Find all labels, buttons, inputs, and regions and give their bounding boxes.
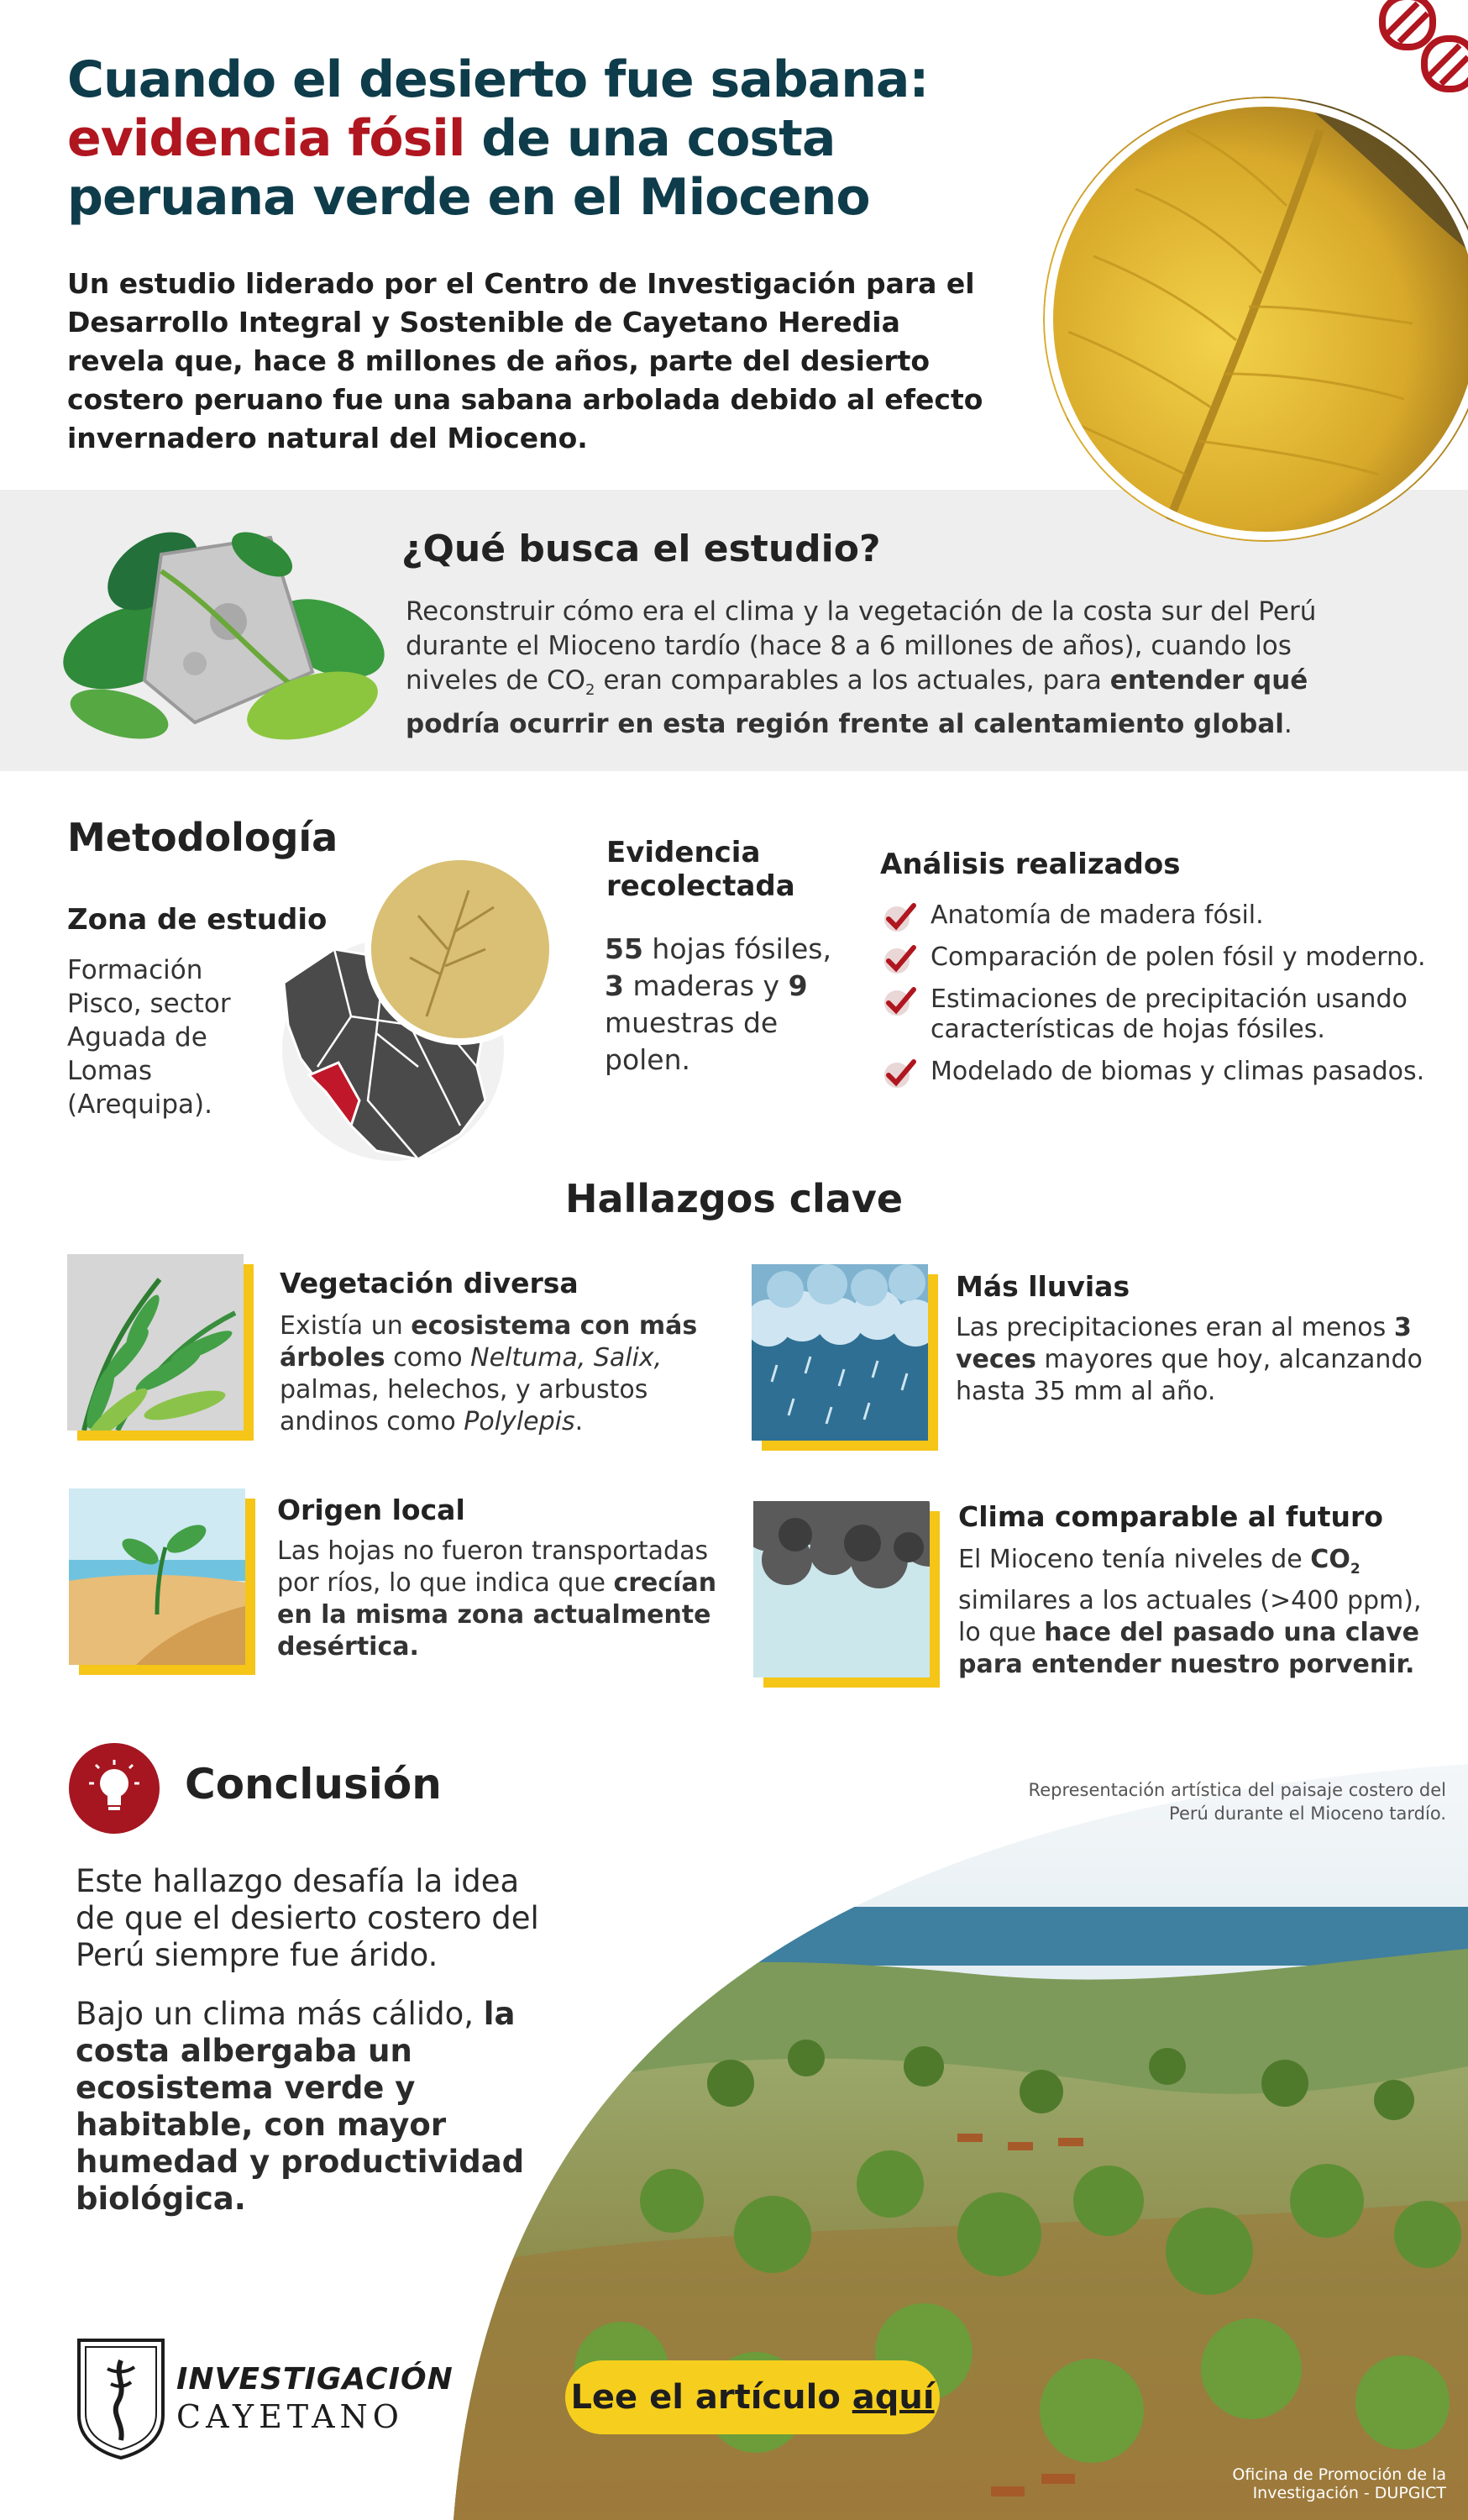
office-credit: Oficina de Promoción de la Investigación - DUPGICT [1232,2465,1446,2502]
finding-text-emphasis: 3 veces [956,1313,1412,1374]
check-icon [882,1057,919,1090]
species-names: Neltuma, Salix, [470,1343,663,1373]
lightbulb-glyph [69,1743,160,1834]
corner-stripes-logo [1367,0,1468,101]
evidence-text-part: muestras de polen. [605,1006,779,1076]
page-title [67,50,1025,227]
check-icon [882,984,919,1018]
zone-heading: Zona de estudio [67,903,328,937]
check-icon [882,942,919,976]
finding-4-text [958,1544,1445,1681]
conclusion-text-part: Bajo un clima más cálido, [76,1996,484,2032]
title-line-1: Cuando el desierto fue sabana: [67,50,929,109]
conclusion-paragraph-2 [76,1996,554,2218]
article-link[interactable]: aquí [852,2378,935,2417]
lightbulb-icon [69,1743,160,1834]
evidence-text-part: hojas fósiles, [642,932,831,965]
list-item [882,984,1461,1045]
list-item [882,900,1461,931]
finding-text-part: Las precipitaciones eran al menos [956,1313,1394,1342]
analysis-item-text: Estimaciones de precipitación usando características de hojas fósiles. [931,984,1408,1044]
rain-image [752,1264,928,1441]
analysis-item-text: Anatomía de madera fósil. [931,900,1264,930]
title-highlight: evidencia fósil [67,109,465,168]
finding-3-title: Origen local [277,1494,465,1526]
list-item [882,942,1461,973]
pollen-count: 9 [788,969,808,1002]
finding-text-part: palmas, helechos, y arbustos andinos como [280,1375,648,1436]
brand-name-line-2: CAYETANO [176,2398,404,2435]
finding-text-part: Existía un [280,1311,412,1341]
finding-3-text [277,1536,731,1663]
peru-map-with-fossil-inset [267,848,586,1168]
cayetano-seal-logo [74,2335,168,2461]
evidence-text [605,931,857,1079]
landscape-caption: Representación artística del paisaje costero del Perú durante el Mioceno tardío. [1028,1780,1446,1824]
analysis-heading: Análisis realizados [880,848,1181,881]
title-line-2 [67,109,1025,168]
study-text-emphasis: entender qué podría ocurrir en esta región frente al calentamiento global [406,665,1308,740]
finding-text-emphasis: hace del pasado una clave para entender nuestro porvenir. [958,1618,1419,1679]
study-text [406,595,1363,742]
analysis-list [882,900,1461,1099]
study-text-part: eran comparables a los actuales, para [595,665,1110,696]
conclusion-paragraph-1: Este hallazgo desafía la idea de que el desierto costero del Perú siempre fue árido. [76,1863,539,1973]
co2-subscript: 2 [585,681,595,700]
intro-paragraph: Un estudio liderado por el Centro de Investigación para el Desarrollo Integral y Sostenible de Cayetano Heredia revela que, hace 8 millones de años, parte del desierto costero peruano fue una sabana arbolada debido al efecto invernadero natural del Mioceno. [67,267,983,454]
title-line-3: peruana verde en el Mioceno [67,168,870,227]
smoke-clouds-image [753,1501,930,1677]
co2-label: CO [1310,1545,1350,1574]
analysis-item-text: Modelado de biomas y climas pasados. [931,1057,1425,1086]
finding-1-text [280,1310,716,1438]
co2-subscript: 2 [1350,1561,1361,1578]
vegetation-image [67,1254,244,1431]
study-text-end: . [1283,709,1292,740]
analysis-item-text: Comparación de polen fósil y moderno. [931,942,1426,972]
methodology-heading: Metodología [67,815,338,860]
finding-text-part: mayores que hoy, alcanzando hasta 35 mm al año. [956,1345,1423,1406]
finding-text-part: similares a los actuales (>400 ppm), lo que [958,1586,1422,1647]
conclusion-text-emphasis: la costa albergaba un ecosistema verde y habitable, con mayor humedad y productividad biológica. [76,1996,525,2217]
fossil-stone-with-plants-illustration [60,521,388,748]
study-text-part: Reconstruir cómo era el clima y la vegetación de la costa sur del Perú durante el Mioceno tardío (hace 8 a 6 millones de años), cuando los niveles de CO [406,596,1317,696]
read-article-button[interactable] [565,2360,940,2434]
finding-text-part: como [385,1343,471,1373]
study-heading: ¿Qué busca el estudio? [401,528,881,570]
finding-text-part: Las hojas no fueron transportadas por ríos, lo que indica que [277,1536,709,1598]
evidence-heading: Evidencia recolectada [606,836,795,903]
check-icon [882,900,919,934]
conclusion-heading: Conclusión [185,1760,442,1809]
cta-text: Lee el artículo [570,2378,852,2417]
fossil-leaf-image [1043,97,1468,542]
finding-2-text [956,1312,1434,1408]
finding-text-emphasis: ecosistema con más árboles [280,1311,698,1373]
desert-sprout-image [69,1488,245,1665]
evidence-text-part: maderas y [623,969,789,1002]
finding-text-emphasis: crecían en la misma zona actualmente desértica. [277,1568,717,1662]
wood-count: 3 [605,969,624,1002]
zone-text: Formación Pisco, sector Aguada de Lomas (Arequipa). [67,955,231,1120]
finding-4-title: Clima comparable al futuro [958,1500,1383,1533]
finding-1-title: Vegetación diversa [280,1267,579,1299]
finding-text-part: El Mioceno tenía niveles de [958,1545,1311,1574]
list-item [882,1057,1461,1087]
findings-heading: Hallazgos clave [564,1176,904,1221]
finding-text-end: . [574,1407,584,1436]
leaf-count: 55 [605,932,643,965]
species-name: Polylepis [464,1407,575,1436]
title-line-2-rest: de una costa [464,109,836,168]
finding-2-title: Más lluvias [956,1270,1130,1303]
brand-name-line-1: INVESTIGACIÓN [176,2362,454,2397]
